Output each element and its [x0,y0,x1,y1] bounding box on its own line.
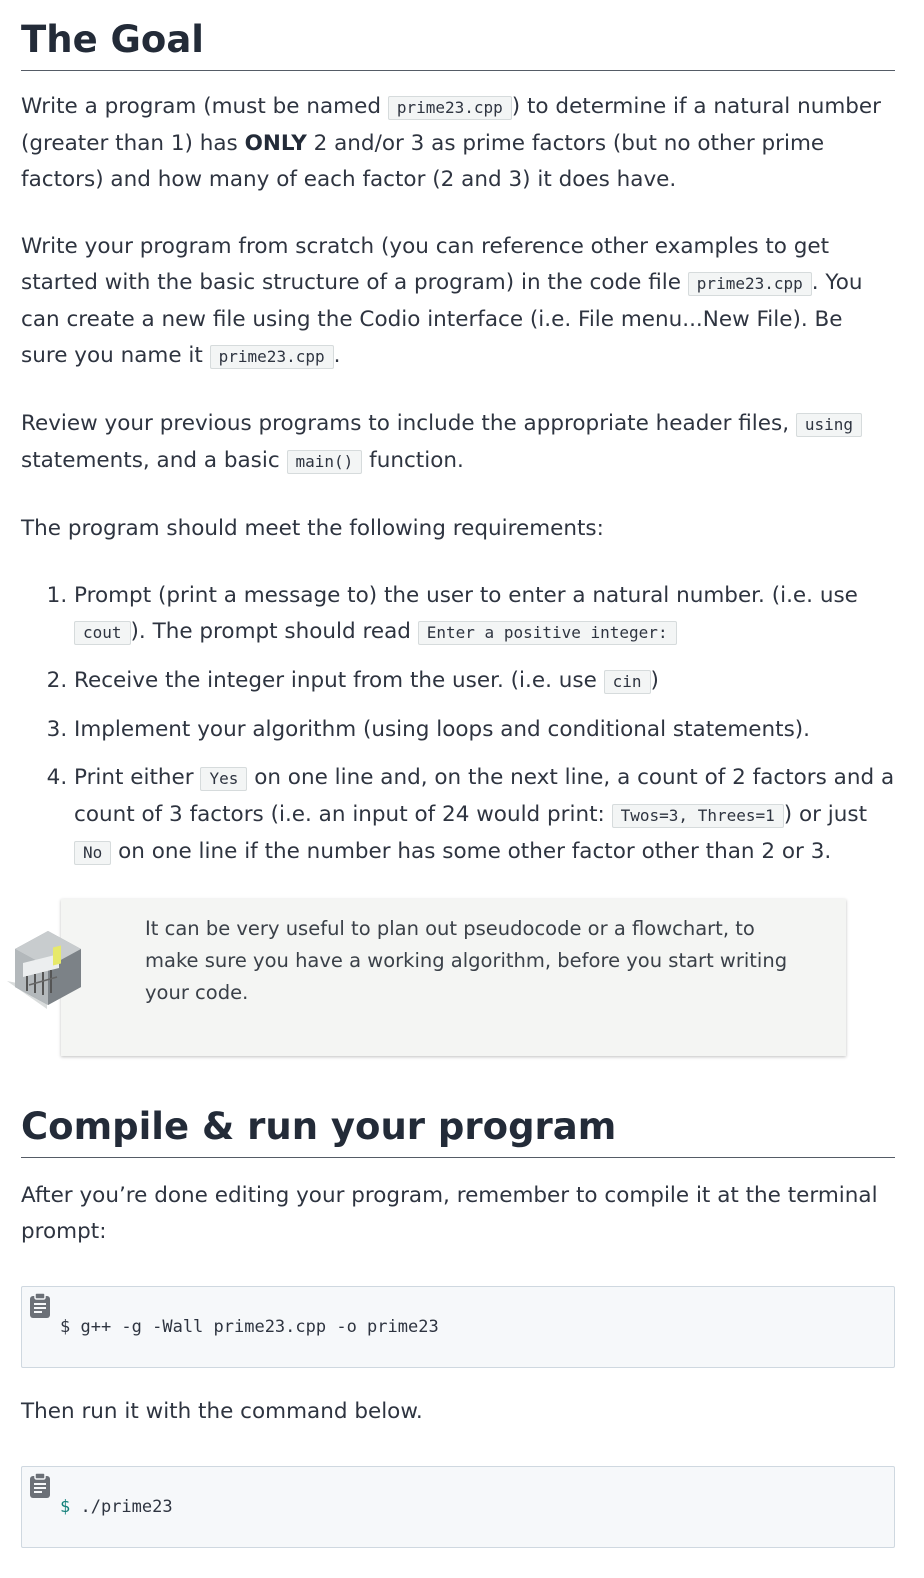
code-yes: Yes [200,767,247,791]
goal-paragraph-1: Write a program (must be named prime23.cpp ) to determine if a natural number (greater than 1) has ONLY 2 and/or 3 as prime factors (but no other prime factors) and how many of each factor (2 and 3) it does have. [21,94,881,192]
code-prompt-text: Enter a positive integer: [418,621,677,645]
clipboard-icon[interactable] [29,1293,51,1319]
code-cin: cin [604,670,651,694]
code-no: No [74,841,111,865]
goal-paragraph-2: Write your program from scratch (you can reference other examples to get started with the basic structure of a program) in the code file prime23.cpp . You can create a new file using the Codio interface (i.e. File menu...New File). Be sure you name it prime23.cpp . [21,234,863,368]
code-cout: cout [74,621,131,645]
goal-paragraph-4: The program should meet the following requirements: [21,516,604,541]
goal-paragraph-3: Review your previous programs to include the appropriate header files, using statements, and a basic main() function. [21,406,895,480]
tip-callout [21,899,895,1059]
heading-compile-run: Compile & run your program [21,1103,895,1158]
code-prime23-cpp: prime23.cpp [688,272,812,296]
run-paragraph: Then run it with the command below. [21,1399,423,1424]
list-item: 4. Print either Yes on one line and, on the next line, a count of 2 factors and a count of 3 factors (i.e. an input of 24 would print: Twos=3, Threes=1 ) or just No on one line if the number has some other factor other than 2 or 3. [74,760,895,871]
run-command: $ ./prime23 [60,1497,173,1517]
tip-text: It can be very useful to plan out pseudocode or a flowchart, to make sure you have a working algorithm, before you start writing your code. [145,917,788,1004]
compile-paragraph: After you’re done editing your program, remember to compile it at the terminal prompt: [21,1183,878,1244]
prompt-symbol: $ [60,1497,71,1517]
list-item: 1. Prompt (print a message to) the user to enter a natural number. (i.e. use cout ). The prompt should read Enter a positive integer: [74,578,895,651]
heading-the-goal: The Goal [21,0,895,71]
list-item: 3. Implement your algorithm (using loops and conditional statements). [74,712,895,748]
tip-box [61,899,846,1056]
requirements-list [21,578,895,871]
code-example-output: Twos=3, Threes=1 [612,804,784,828]
clipboard-icon[interactable] [29,1473,51,1499]
code-block-compile [21,1286,895,1368]
code-main: main() [287,450,363,474]
code-block-run [21,1466,895,1548]
code-prime23-cpp: prime23.cpp [210,345,334,369]
code-prime23-cpp: prime23.cpp [388,96,512,120]
list-item: 2. Receive the integer input from the user. (i.e. use cin ) [74,663,895,700]
bold-only: ONLY [244,131,307,156]
code-using: using [796,413,862,437]
flowchart-cube-icon [7,929,89,1011]
compile-command: $ g++ -g -Wall prime23.cpp -o prime23 [60,1317,439,1337]
